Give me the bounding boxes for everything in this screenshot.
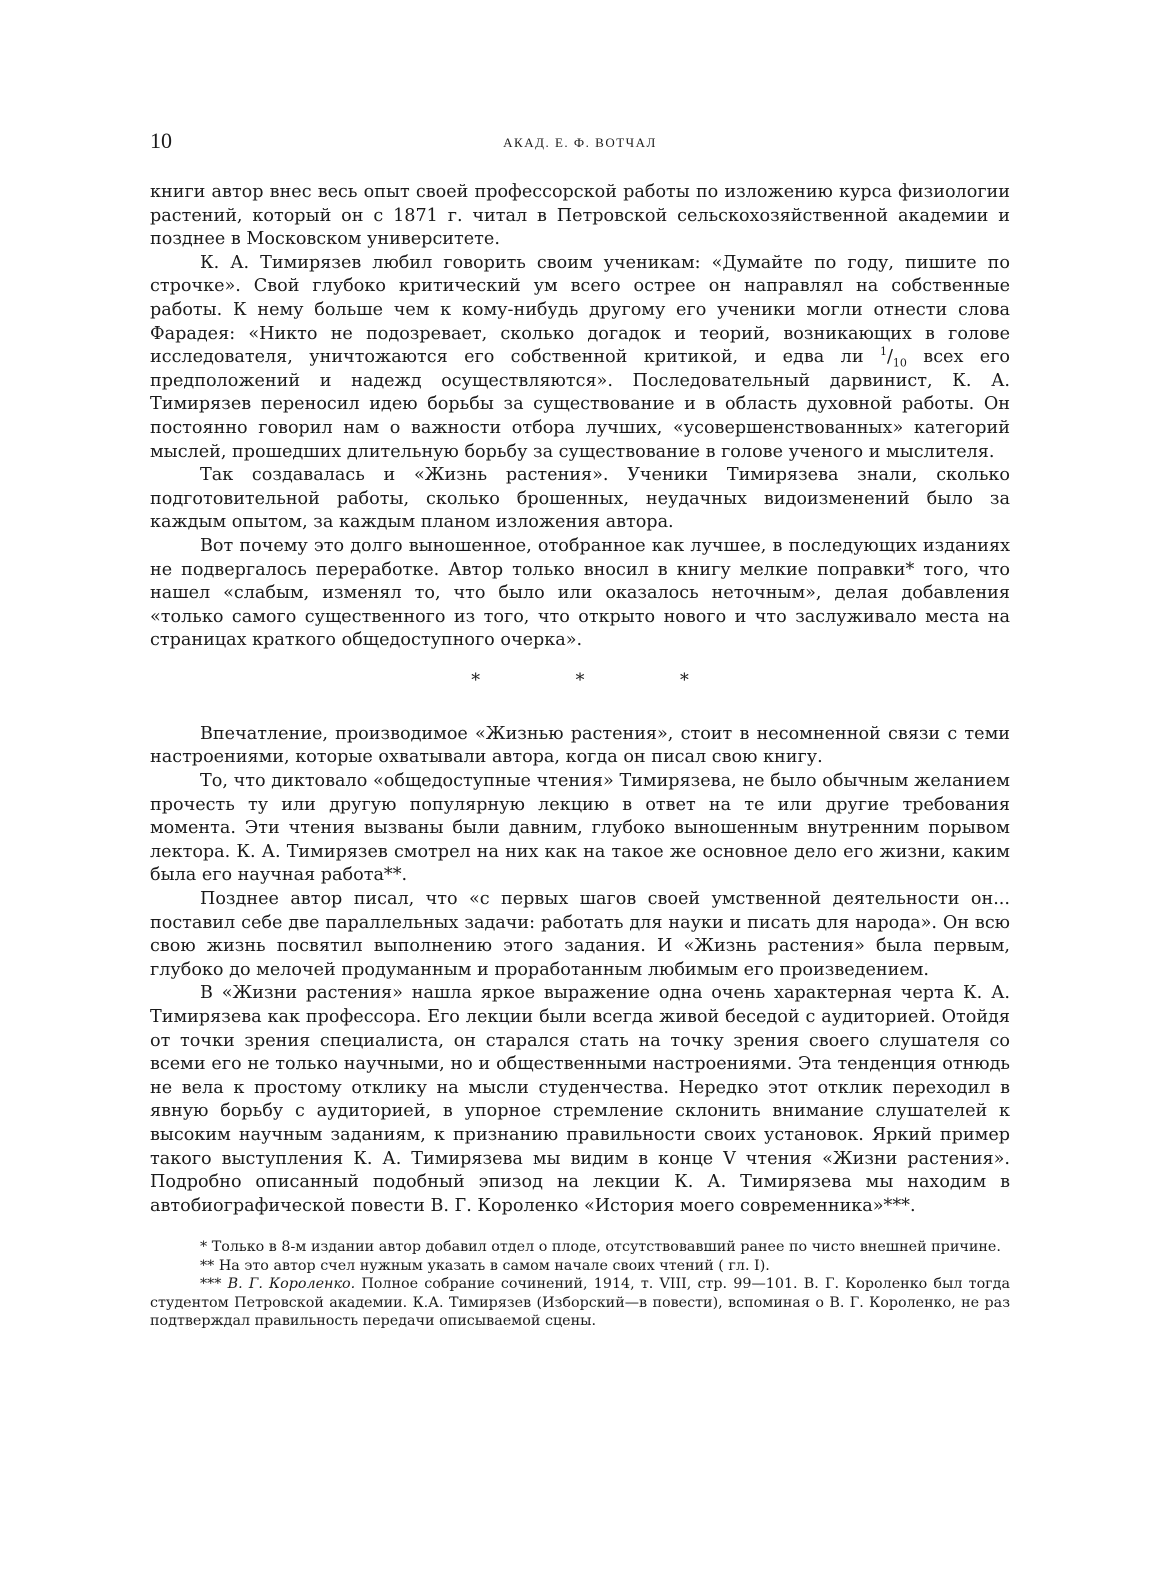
section-1	[150, 181, 1010, 653]
footnote-text: Полное собрание сочинений, 1914, т. VIII, стр. 99—101. В. Г. Короленко был тогда студентом Петровской академии. К.А. Тимирязев (Изборский—в повести), вспоминая о В. Г. Короленко, не раз подтверждал правильность передачи описываемой сцены.	[150, 1276, 1010, 1330]
paragraph: Вот почему это долго выношенное, отобранное как лучшее, в последующих изданиях не подвергалось переработке. Автор только вносил в книгу мелкие поправки* того, что нашел «слабым, изменял то, что было или оказалось неточным», делая добавления «только самого существенного из того, что открыто нового и что заслуживало места на страницах краткого общедоступного очерка».	[150, 535, 1010, 651]
paragraph: То, что диктовало «общедоступные чтения» Тимирязева, не было обычным желанием прочесть ту или другую популярную лекцию в ответ на те или другие требования момента. Эти чтения вызваны были давним, глубоко выношенным внутренним порывом лектора. К. А. Тимирязев смотрел на них как на такое же основное дело его жизни, каким была его научная работа**.	[150, 771, 1010, 886]
paragraph-text: всех его предположений и надежд осуществляются». Последовательный дарвинист, К. А. Тимирязев переносил идею борьбы за существование и в область духовной работы. Он постоянно говорил нам о важности отбора лучших, «усовершенствованных» категорий мыслей, прошедших длительную борьбу за существование в голове ученого и мыслителя.	[150, 347, 1010, 462]
footnote-3	[150, 1275, 1010, 1331]
section-divider-asterisks: * * *	[471, 670, 734, 691]
page-header	[150, 125, 1010, 161]
paragraph: В «Жизни растения» нашла яркое выражение одна очень характерная черта К. А. Тимирязева как профессора. Его лекции были всегда живой беседой с аудиторией. Отойдя от точки зрения специалиста, он старался стать на точку зрения своего слушателя со всеми его не только научными, но и общественными настроениями. Эта тенденция отнюдь не вела к простому отклику на мысли студенчества. Нередко этот отклик переходил в явную борьбу с аудиторией, в упорное стремление склонить внимание слушателей к высоким научным заданиям, к признанию правильности своих установок. Яркий пример такого выступления К. А. Тимирязева мы видим в конце V чтения «Жизни растения». Подробно описанный подобный эпизод на лекции К. А. Тимирязева мы находим в автобиографической повести В. Г. Короленко «История моего современника»***.	[150, 983, 1010, 1216]
fraction-denominator: 10	[892, 356, 907, 370]
paragraph: Позднее автор писал, что «с первых шагов своей умственной деятельности он... поставил себе две параллельных задачи: работать для науки и писать для народа». Он всю свою жизнь посвятил выполнению этого задания. И «Жизнь растения» была первым, глубоко до мелочей продуманным и проработанным любимым его произведением.	[150, 889, 1010, 980]
footnote-1: * Только в 8-м издании автор добавил отдел о плоде, отсутствовавший ранее по чисто внешней причине.	[200, 1239, 1001, 1256]
page-number: 10	[150, 128, 172, 153]
book-page	[150, 125, 1010, 1331]
paragraph: Так создавалась и «Жизнь растения». Ученики Тимирязева знали, сколько подготовительной работы, сколько брошенных, неудачных видоизменений было за каждым опытом, за каждым планом изложения автора.	[150, 465, 1010, 533]
footnote-author: В. Г. Короленко.	[227, 1276, 356, 1293]
fraction-numerator: 1	[879, 345, 887, 359]
paragraph-continued: книги автор внес весь опыт своей профессорской работы по изложению курса физиологии растений, который он с 1871 г. читал в Петровской сельскохозяйственной академии и позднее в Московском университете.	[150, 182, 1010, 250]
paragraph: Впечатление, производимое «Жизнью растения», стоит в несомненной связи с теми настроениями, которые охватывали автора, когда он писал свою книгу.	[150, 723, 1010, 768]
running-head: АКАД. Е. Ф. ВОТЧАЛ	[503, 135, 657, 150]
paragraph-text: К. А. Тимирязев любил говорить своим ученикам: «Думайте по году, пишите по строчке». Свой глубоко критический ум всего острее он направлял на собственные работы. К нему больше чем к кому-нибудь другому его ученики могли отнести слова Фарадея: «Никто не подозревает, сколько догадок и теорий, возникающих в голове исследователя, уничтожаются его собственной критикой, и едва ли	[150, 252, 1010, 368]
footnote-2: ** На это автор счел нужным указать в самом начале своих чтений ( гл. I).	[200, 1257, 770, 1274]
footnote-marker: ***	[200, 1276, 228, 1293]
section-2	[150, 723, 1010, 1218]
paragraph-timiryazev-quote: К. А. Тимирязев любил говорить своим ученикам: «Думайте по году, пишите по строчке». Свой глубоко критический ум всего острее он направлял на собственные работы. К нему больше чем к кому-нибудь другому его ученики могли отнести слова Фарадея: «Никто не подозревает, сколько догадок и теорий, возникающих в голове исследователя, уничтожаются его собственной критикой, и едва ли $^1/_{10}$ всех его предположений и надежд осуществляются». Последовательный дарвинист, К. А. Тимирязев переносил идею борьбы за существование и в область духовной работы. Он постоянно говорил нам о важности отбора лучших, «усовершенствованных» категорий мыслей, прошедших длительную борьбу за существование в голове ученого и мыслителя.	[150, 252, 1010, 462]
footnotes	[150, 1238, 1010, 1331]
